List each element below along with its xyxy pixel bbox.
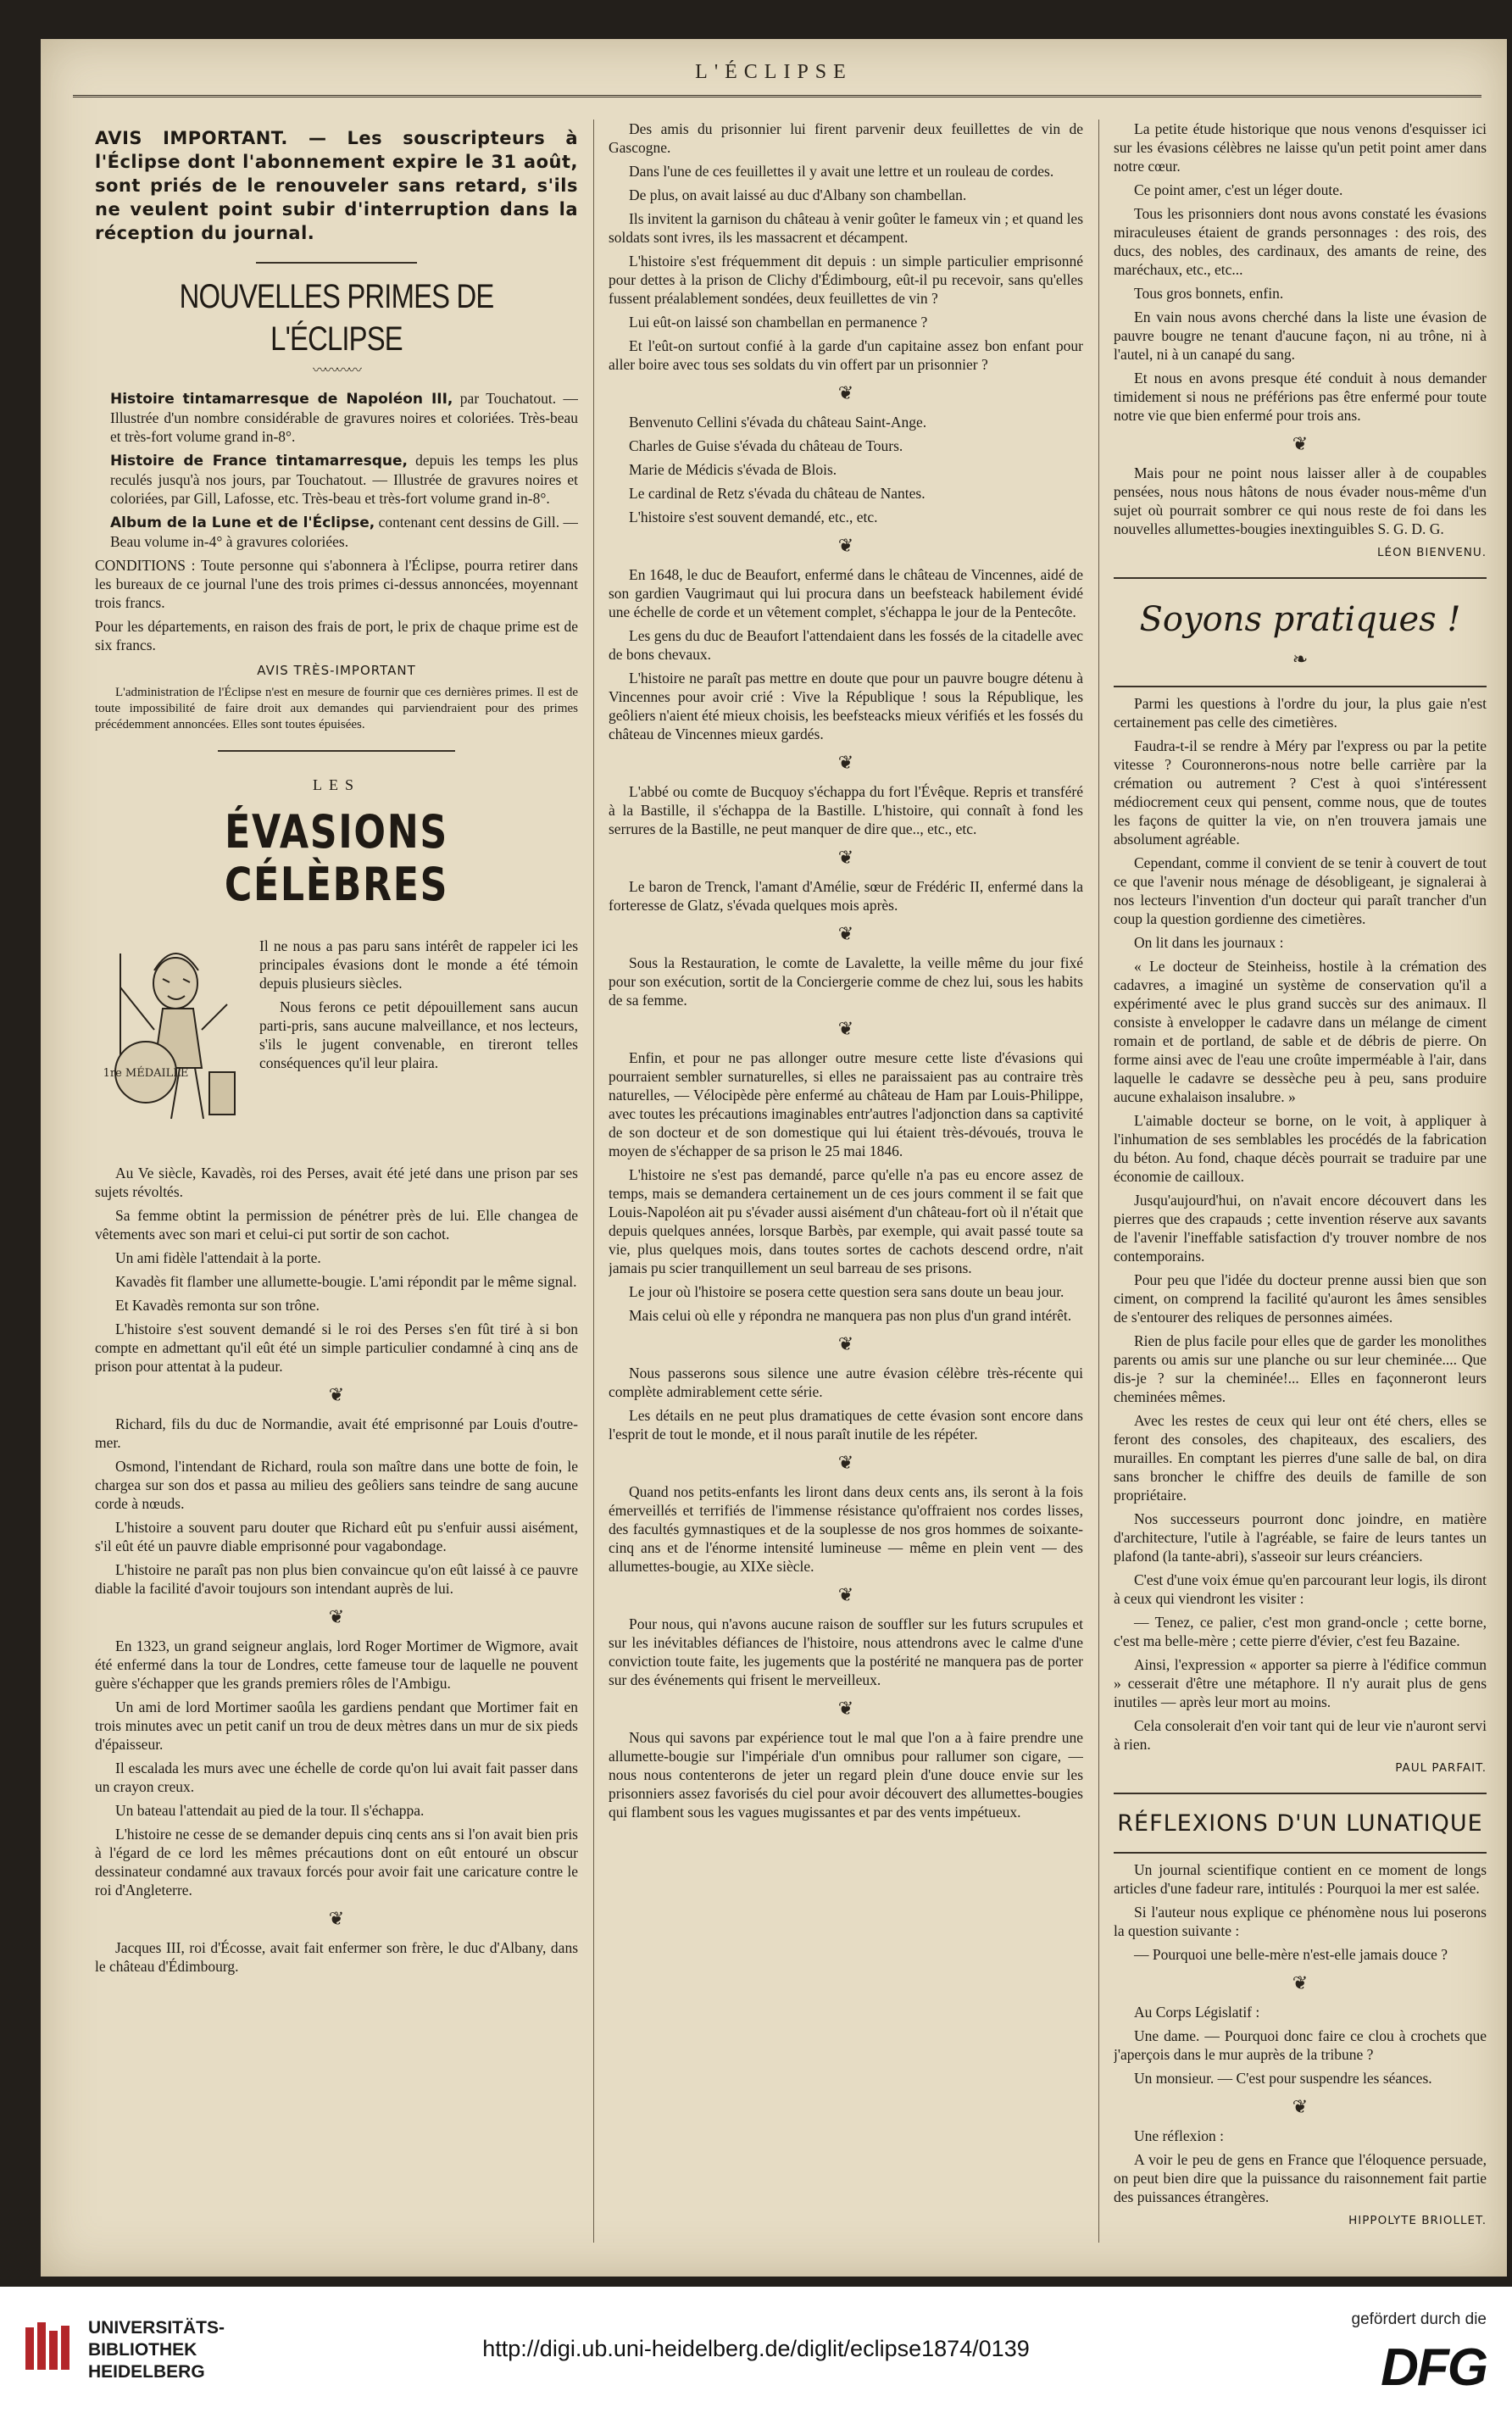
- article-paragraph: Pour nous, qui n'avons aucune raison de souffler sur les futurs scrupules et sur les inévitables défiances de l'histoire, nous attendrons avec le calme d'une conviction toute faite, les jugements que la postérité ne manquera pas de porter sur des événements qui frisent le merveilleux.: [609, 1615, 1083, 1688]
- article-paragraph: L'histoire ne paraît pas non plus bien convaincue qu'on eût laissé à ce pauvre diable la facilité d'avoir toujours son intendant auprès de lui.: [95, 1561, 578, 1597]
- fleuron-ornament: ❦: [1292, 433, 1309, 454]
- article-paragraph: Richard, fils du duc de Normandie, avait été emprisonné par Louis d'outre-mer.: [95, 1415, 578, 1451]
- article-paragraph: Au Corps Législatif :: [1134, 2004, 1260, 2021]
- article-paragraph: Les détails en ne peut plus dramatiques de cette évasion sont encore dans l'esprit de tout le monde, et il nous paraît inutile de les répéter.: [609, 1407, 1083, 1443]
- fleuron-ornament: ❦: [1292, 1972, 1309, 1993]
- article-paragraph: Cependant, comme il convient de se tenir à couvert de tout ce que l'avenir nous ménage de désobligeant, je signalerai à nos lecteurs l'invention d'un docteur qui paraît trancher d'un coup la question gordienne des cimetières.: [1114, 854, 1487, 927]
- evasion-list-item: Marie de Médicis s'évada de Blois.: [629, 461, 837, 478]
- article-paragraph: Des amis du prisonnier lui firent parvenir deux feuillettes de vin de Gascogne.: [609, 120, 1083, 156]
- evasions-title: ÉVASIONS CÉLÈBRES: [224, 805, 449, 911]
- article-paragraph: L'abbé ou comte de Bucquoy s'échappa du fort l'Évêque. Repris et transféré à la Bastille, il s'échappa de la Bastille. L'histoire, qui connaît à fond les serrures de la Bastille, ne peut manquer de dire que.., etc., etc.: [609, 783, 1083, 837]
- intro-block: [95, 937, 578, 1148]
- article-paragraph: Un ami fidèle l'attendait à la porte.: [115, 1249, 321, 1266]
- article-paragraph: Faudra-t-il se rendre à Méry par l'express ou par la petite vitesse ? Couronnerons-nous notre belle carrière par la crémation ou autrement ? C'est à quoi s'intéressent médiocrement ceux qui pensent, comme nous, que de toutes les façons de quitter la vie, on n'en trouvera jamais une absolument agréable.: [1114, 737, 1487, 848]
- prime-item: [95, 513, 578, 551]
- article-paragraph: — Tenez, ce palier, c'est mon grand-oncle ; cette borne, c'est ma belle-mère ; cette pierre d'évier, c'est feu Bazaine.: [1114, 1614, 1487, 1649]
- article-paragraph: Quand nos petits-enfants les liront dans deux cents ans, ils seront à la fois émerveillés et terrifiés de l'immense résistance qu'offraient nos cordes lisses, des facultés gymnastiques et de la souplesse de nos gros hommes de soixante-cinq ans et de l'énorme intensité lumineuse — même en plein vent — des allumettes-bougie, au XIXe siècle.: [609, 1483, 1083, 1575]
- caricature-illustration: [95, 937, 247, 1148]
- article-paragraph: C'est d'une voix émue qu'en parcourant leur logis, ils diront à ceux qui viendront les visiter :: [1114, 1571, 1487, 1607]
- fleuron-ornament: ❦: [328, 1606, 345, 1627]
- article-paragraph: Un monsieur. — C'est pour suspendre les séances.: [1134, 2070, 1432, 2087]
- divider: [256, 262, 417, 264]
- fleuron-ornament: ❦: [1292, 2096, 1309, 2117]
- evasion-list-item: Charles de Guise s'évada du château de Tours.: [629, 437, 903, 454]
- article-paragraph: L'aimable docteur se borne, on le voit, à appliquer à l'inhumation de ses semblables les procédés de la fabrication du béton. Au fond, chaque décès pourrait se traduire par une économie de cailloux.: [1114, 1112, 1487, 1185]
- prime-title: Album de la Lune et de l'Éclipse,: [110, 514, 375, 531]
- source-url-link[interactable]: http://digi.ub.uni-heidelberg.de/diglit/eclipse1874/0139: [482, 2336, 1030, 2361]
- fleuron-ornament: ❦: [328, 1384, 345, 1405]
- prime-text: par Touchatout. — Illustrée d'un nombre considérable de gravures noires et coloriées. Très-beau et très-fort volume grand in-8°.: [110, 390, 578, 445]
- library-name-line: HEIDELBERG: [88, 2362, 205, 2382]
- avis-text: L'administration de l'Éclipse n'est en mesure de fournir que ces dernières primes. Il est de toute impossibilité de faire droit aux demandes qui parviendraient pour des primes précédemment annoncées. Elles sont toutes épuisées.: [95, 686, 578, 731]
- article-paragraph: Dans l'une de ces feuillettes il y avait une lettre et un rouleau de cordes.: [629, 163, 1054, 180]
- fleuron-ornament: ❦: [837, 1452, 854, 1473]
- article-paragraph: Enfin, et pour ne pas allonger outre mesure cette liste d'évasions qui pourraient sembler surnaturelles, si elles ne paraissaient pas au contraire très naturelles, — Vélocipède père enfermé au château de Ham par Louis-Philippe, avec toutes les précautions imaginables entr'autres l'adjonction dans sa captivité de son docteur et de son domestique qui lui étaient très-dévoués, trouva le moyen de s'échapper de sa prison le 25 mai 1846.: [609, 1049, 1083, 1159]
- fleuron-ornament: ❦: [837, 1333, 854, 1354]
- article-paragraph: Un bateau l'attendait au pied de la tour. Il s'échappa.: [115, 1802, 425, 1819]
- article-paragraph: Lui eût-on laissé son chambellan en permanence ?: [629, 314, 928, 331]
- prime-title: Histoire de France tintamarresque,: [110, 453, 408, 470]
- fleuron-ornament: ❦: [837, 382, 854, 403]
- article-paragraph: A voir le peu de gens en France que l'éloquence persuade, on peut bien dire que la puissance du raisonnement fait partie des puissances étrangères.: [1114, 2151, 1487, 2205]
- author-signature: PAUL PARFAIT.: [1395, 1761, 1487, 1775]
- newspaper-page: [41, 39, 1507, 2277]
- column-separator: [1098, 120, 1099, 2243]
- fleuron-ornament: ❦: [837, 1018, 854, 1039]
- article-title: RÉFLEXIONS D'UN LUNATIQUE: [1117, 1810, 1483, 1837]
- article-box: [1114, 577, 1487, 687]
- fleuron-ornament: ❦: [837, 535, 854, 556]
- article-box: [1114, 1793, 1487, 1854]
- subscription-notice: AVIS IMPORTANT. — Les souscripteurs à l'Éclipse dont l'abonnement expire le 31 août, sont priés de le renouveler sans retard, s'ils ne veulent point subir d'interruption dans la réception du journal.: [95, 128, 578, 243]
- prime-text: depuis les temps les plus reculés jusqu'à nos jours, par Touchatout. — Illustrée de gravures noires et coloriées, par Gill, Lafosse, etc. Très-beau et très-fort volume grand in-8°.: [110, 452, 578, 507]
- article-paragraph: Jusqu'aujourd'hui, on n'avait encore découvert dans les pierres que des crapauds ; cette invention réserve aux savants de l'avenir l'ineffable satisfaction d'y trouver nombre de nos contemporains.: [1114, 1192, 1487, 1265]
- article-paragraph: Et nous en avons presque été conduit à nous demander timidement si nous ne préférions pas être enfermé pour toute notre vie que bien enfermé pour trois ans.: [1114, 370, 1487, 424]
- article-paragraph: Jacques III, roi d'Écosse, avait fait enfermer son frère, le duc d'Albany, dans le château d'Édimbourg.: [95, 1939, 578, 1975]
- article-paragraph: Ainsi, l'expression « apporter sa pierre à l'édifice commun » cesserait d'être une métaphore. Il n'y aurait plus de gens inutiles — après leur mort au moins.: [1114, 1656, 1487, 1710]
- article-paragraph: Et l'eût-on surtout confié à la garde d'un capitaine assez bon enfant pour aller boire avec tous ses soldats du vin offert par un prisonnier ?: [609, 337, 1083, 373]
- article-paragraph: « Le docteur de Steinheiss, hostile à la crémation des cadavres, a imaginé un système de conservation qu'il a expérimenté avec le plus grand succès sur des animaux. Il consiste à envelopper le cadavre dans un mélange de ciment romain et de portland, de sable et de débris de pierre. On forme ainsi avec de l'eau une croûte imperméable à l'air, dans laquelle le cadavre se dessèche peu à peu, sans produire aucune exhalaison insalubre. »: [1114, 958, 1487, 1105]
- column-separator: [593, 120, 594, 2243]
- library-name-line: UNIVERSITÄTS-: [88, 2318, 225, 2338]
- avis-title: AVIS TRÈS-IMPORTANT: [257, 663, 416, 678]
- article-paragraph: L'histoire s'est fréquemment dit depuis : un simple particulier emprisonné pour dettes à la prison de Clichy d'Édimbourg, eût-il pu recevoir, sans qu'elles fussent préalablement sondées, deux feuillettes de vin ?: [609, 253, 1083, 307]
- article-paragraph: Rien de plus facile pour elles que de garder les monolithes parents ou amis sur une planche ou sur leur cheminée.... Que dis-je ? sur la cheminée!... Elles en façonneront leurs cheminées mêmes.: [1114, 1332, 1487, 1405]
- intro-paragraph: Il ne nous a pas paru sans intérêt de rappeler ici les principales évasions dont le monde a été témoin depuis plusieurs siècles.: [259, 937, 578, 992]
- evasion-list-item: Benvenuto Cellini s'évada du château Saint-Ange.: [629, 414, 927, 431]
- article-paragraph: L'histoire ne s'est pas demandé, parce qu'elle n'a pas eu encore assez de temps, mais se demandera certainement un de ces jours comment il se fait que Louis-Napoléon ait pu s'évader aussi aisément d'un château-fort où il n'était que depuis quelques années, lorsque Barbès, par exemple, qui avait passé toute sa vie, plus quelques mois, dans toutes sortes de cachots descend ordre, n'ait jamais pu scier tranquillement un seul barreau de ses prisons.: [609, 1166, 1083, 1276]
- fleuron-ornament: ❦: [837, 923, 854, 944]
- article-paragraph: De plus, on avait laissé au duc d'Albany son chambellan.: [629, 186, 967, 203]
- article-paragraph: L'histoire s'est souvent demandé si le roi des Perses s'en fût tiré à si bon compte en admettant qu'il eût été un simple particulier condamné à cinq ans de prison pour attentat à la pudeur.: [95, 1320, 578, 1375]
- article-paragraph: Tous les prisonniers dont nous avons constaté les évasions miraculeuses étaient de grands personnages : des rois, des ducs, des nobles, des cardinaux, des amants de reine, des maréchaux, etc., etc...: [1114, 205, 1487, 278]
- departements-text: Pour les départements, en raison des frais de port, le prix de chaque prime est de six francs.: [95, 618, 578, 653]
- column-1: [95, 120, 578, 2243]
- dfg-logo: DFG: [1381, 2338, 1487, 2397]
- article-paragraph: Le jour où l'histoire se posera cette question sera sans doute un beau jour.: [629, 1283, 1065, 1300]
- article-paragraph: Tous gros bonnets, enfin.: [1134, 285, 1284, 302]
- article-paragraph: Il escalada les murs avec une échelle de corde qu'on lui avait fait passer dans un crayon creux.: [95, 1760, 578, 1795]
- running-head: L'ÉCLIPSE: [695, 61, 853, 83]
- article-paragraph: Nous passerons sous silence une autre évasion célèbre très-récente qui complète admirablement cette série.: [609, 1365, 1083, 1400]
- column-3: [1114, 120, 1487, 2243]
- intro-paragraph: Nous ferons ce petit dépouillement sans aucun parti-pris, sans aucune malveillance, et nos lecteurs, s'ils le jugent convenable, en tireront telles conséquences qu'il leur plaira.: [259, 998, 578, 1071]
- fleuron-ornament: ❦: [837, 847, 854, 868]
- author-signature: HIPPOLYTE BRIOLLET.: [1348, 2214, 1487, 2227]
- divider: [218, 750, 455, 752]
- article-paragraph: Mais celui où elle y répondra ne manquera pas non plus d'un grand intérêt.: [629, 1307, 1072, 1324]
- prime-item: [95, 389, 578, 446]
- article-paragraph: Les gens du duc de Beaufort l'attendaient dans les fossés de la citadelle avec de bons chevaux.: [609, 627, 1083, 663]
- article-paragraph: Sa femme obtint la permission de pénétrer près de lui. Elle changea de vêtements avec son mari et celui-ci put sortir de son cachot.: [95, 1207, 578, 1243]
- article-paragraph: — Pourquoi une belle-mère n'est-elle jamais douce ?: [1134, 1946, 1448, 1963]
- header-rule: [73, 95, 1481, 97]
- fleuron-ornament: ❦: [328, 1908, 345, 1929]
- funded-by-label: gefördert durch die: [1351, 2310, 1487, 2328]
- article-paragraph: Nous qui savons par expérience tout le mal que l'on a à faire prendre une allumette-bougie sur l'impériale d'un omnibus pour rallumer son cigare, — nous nous contenterons de jeter un regard plein d'une douce envie sur les prisonniers assez favorisés du ciel pour avoir découvert des allumettes-bougies qui flambent sous les vagues mugissantes et par des vents impétueux.: [609, 1729, 1083, 1821]
- article-paragraph: L'histoire ne paraît pas mettre en doute que pour un pauvre bougre détenu à Vincennes pour avoir crié : Vive la République ! sous la République, les geôliers n'aient été mieux choisis, les beefsteacks mieux vérifiés et les fossés du château de Vincennes mieux gardés.: [609, 670, 1083, 742]
- article-paragraph: Ils invitent la garnison du château à venir goûter le fameux vin ; et quand les soldats sont ivres, ils les massacrent et décampent.: [609, 210, 1083, 246]
- article-paragraph: En 1323, un grand seigneur anglais, lord Roger Mortimer de Wigmore, avait été enfermé dans la tour de Londres, cette fameuse tour de laquelle ne pouvent guère s'échapper que les grands premiers rôles de l'Ambigu.: [95, 1637, 578, 1692]
- author-signature: LÉON BIENVENU.: [1377, 546, 1487, 559]
- intro-text: [259, 937, 578, 1148]
- article-paragraph: Un ami de lord Mortimer saoûla les gardiens pendant que Mortimer fait en trois minutes avec un petit canif un trou de deux mètres dans un mur de six pieds d'épaisseur.: [95, 1698, 578, 1753]
- article-paragraph: L'histoire ne cesse de se demander depuis cinq cents ans si l'on avait bien pris à l'égard de ce lord les mêmes précautions dont on eût entouré un obscur dessinateur condamné aux travaux forcés pour avoir fait une caricature contre le roi d'Angleterre.: [95, 1826, 578, 1899]
- article-paragraph: Kavadès fit flamber une allumette-bougie. L'ami répondit par le même signal.: [115, 1273, 577, 1290]
- article-paragraph: Pour peu que l'idée du docteur prenne aussi bien que son ciment, on comprend la facilité qu'auront les âmes sensibles de s'entourer des reliques de personnes aimées.: [1114, 1271, 1487, 1326]
- article-paragraph: Une réflexion :: [1134, 2127, 1224, 2144]
- article-paragraph: Osmond, l'intendant de Richard, roula son maître dans une botte de foin, le chargea sur son dos et passa au milieu des geôliers sans teindre de sang aucune corde à nœuds.: [95, 1458, 578, 1512]
- article-paragraph: Au Ve siècle, Kavadès, roi des Perses, avait été jeté dans une prison par ses sujets révoltés.: [95, 1165, 578, 1200]
- column-2: [609, 120, 1083, 2243]
- evasion-list-item: Le cardinal de Retz s'évada du château de Nantes.: [629, 485, 926, 502]
- fleuron-ornament: ❧: [1292, 648, 1309, 670]
- article-paragraph: La petite étude historique que nous venons d'esquisser ici sur les évasions célèbres ne laisse qu'un petit point amer dans notre cœur.: [1114, 120, 1487, 175]
- article-paragraph: Parmi les questions à l'ordre du jour, la plus gaie n'est certainement pas celle des cimetières.: [1114, 695, 1487, 731]
- conditions-text: CONDITIONS : Toute personne qui s'abonnera à l'Éclipse, pourra retirer dans les bureaux de ce journal l'une des trois primes ci-dessus annoncées, moyennant trois francs.: [95, 557, 578, 611]
- article-paragraph: Avec les restes de ceux qui leur ont été chers, elles se feront des consoles, des chapiteaux, des escaliers, des murailles. En comptant les pierres d'une salle de bal, on dira sans broncher le chiffre des deuils de famille de son propriétaire.: [1114, 1412, 1487, 1504]
- les-label: LES: [312, 776, 360, 793]
- article-title: Soyons pratiques !: [1139, 600, 1461, 639]
- article-paragraph: Et Kavadès remonta sur son trône.: [115, 1297, 320, 1314]
- prime-title: Histoire tintamarresque de Napoléon III,: [110, 391, 453, 408]
- article-paragraph: Une dame. — Pourquoi donc faire ce clou à crochets que j'aperçois dans le mur auprès de la tribune ?: [1114, 2027, 1487, 2063]
- squiggle-ornament: 〰〰〰〰: [312, 364, 360, 378]
- article-paragraph: Nos successeurs pourront donc joindre, en matière d'architecture, l'utile à l'agréable, se faire de leurs tantes un plafond (la tante-abri), s'asseoir sur leurs créanciers.: [1114, 1510, 1487, 1565]
- article-paragraph: On lit dans les journaux :: [1134, 934, 1284, 951]
- fleuron-ornament: ❦: [837, 1698, 854, 1719]
- fleuron-ornament: ❦: [837, 752, 854, 773]
- prime-text: contenant cent dessins de Gill. — Beau volume in-4° à gravures coloriées.: [110, 514, 578, 550]
- library-name-line: BIBLIOTHEK: [88, 2340, 197, 2360]
- article-paragraph: En 1648, le duc de Beaufort, enfermé dans le château de Vincennes, aidé de son gardien Vaugrimaut qui lui procura dans un beefsteack habilement évidé une échelle de corde et un vêtement complet, s'échappa le jour de la Pentecôte.: [609, 566, 1083, 620]
- article-paragraph: Mais pour ne point nous laisser aller à de coupables pensées, nous nous hâtons de nous évader nous-même d'un sujet où pourrait sombrer ce qui nous reste de foi dans les nouvelles allumettes-bougies inextinguibles S. G. D. G.: [1114, 464, 1487, 537]
- article-paragraph: Un journal scientifique contient en ce moment de longs articles d'une fadeur rare, intitulés : Pourquoi la mer est salée.: [1114, 1861, 1487, 1897]
- article-paragraph: Si l'auteur nous explique ce phénomène nous lui poserons la question suivante :: [1114, 1904, 1487, 1939]
- article-paragraph: En vain nous avons cherché dans la liste une évasion de pauvre bougre ne tenant d'aucune façon, ni au trône, ni à l'autel, ni à un canapé du sang.: [1114, 309, 1487, 363]
- article-paragraph: Cela consolerait d'en voir tant qui de leur vie n'auront servi à rien.: [1114, 1717, 1487, 1753]
- evasion-list-item: L'histoire s'est souvent demandé, etc., etc.: [629, 509, 878, 525]
- article-paragraph: Le baron de Trenck, l'amant d'Amélie, sœur de Frédéric II, enfermé dans la forteresse de Glatz, s'évada quelques mois après.: [609, 878, 1083, 914]
- article-paragraph: Ce point amer, c'est un léger doute.: [1134, 181, 1343, 198]
- fleuron-ornament: ❦: [837, 1584, 854, 1605]
- prime-item: [95, 451, 578, 508]
- primes-title: NOUVELLES PRIMES DE L'ÉCLIPSE: [179, 278, 494, 358]
- digitization-footer: [0, 2287, 1512, 2424]
- article-paragraph: L'histoire a souvent paru douter que Richard eût pu s'enfuir aussi aisément, s'il eût été un pauvre diable emprisonné pour vagabondage.: [95, 1519, 578, 1554]
- article-paragraph: Sous la Restauration, le comte de Lavalette, la veille même du jour fixé pour son exécution, sortit de la Conciergerie comme de chez lui, sous les habits de sa femme.: [609, 954, 1083, 1009]
- medal-label: 1re MÉDAILLE: [103, 1067, 189, 1080]
